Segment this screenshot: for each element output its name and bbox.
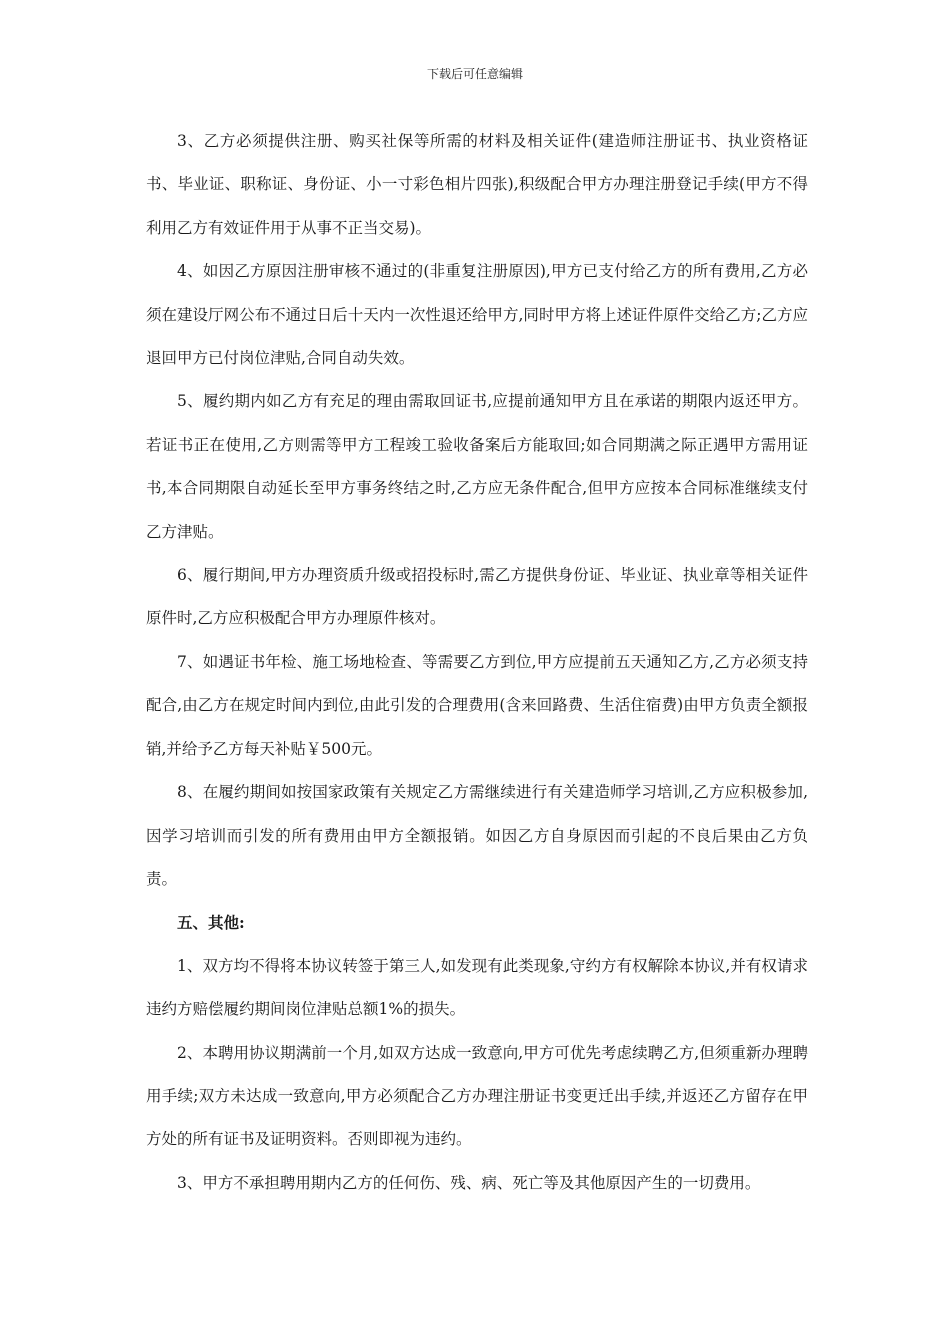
page-header: 下载后可任意编辑 <box>426 67 523 81</box>
clause-6: 6、履行期间,甲方办理资质升级或招投标时,需乙方提供身份证、毕业证、执业章等相关证件原件时,乙方应积极配合甲方办理原件核对。 <box>146 566 808 628</box>
clause-7: 7、如遇证书年检、施工场地检查、等需要乙方到位,甲方应提前五天通知乙方,乙方必须支持配合,由乙方在规定时间内到位,由此引发的合理费用(含来回路费、生活住宿费)由甲方负责全额报销,并给予乙方每天补贴￥500元。 <box>146 652 808 758</box>
clause-8: 8、在履约期间如按国家政策有关规定乙方需继续进行有关建造师学习培训,乙方应积极参加,因学习培训而引发的所有费用由甲方全额报销。如因乙方自身原因而引起的不良后果由乙方负责。 <box>146 783 808 888</box>
document-body <box>146 120 808 1205</box>
clause-4: 4、如因乙方原因注册审核不通过的(非重复注册原因),甲方已支付给乙方的所有费用,乙方必须在建设厅网公布不通过日后十天内一次性退还给甲方,同时甲方将上述证件原件交给乙方;乙方应退回甲方已付岗位津贴,合同自动失效。 <box>146 262 808 368</box>
other-clause-1: 1、双方均不得将本协议转签于第三人,如发现有此类现象,守约方有权解除本协议,并有权请求违约方赔偿履约期间岗位津贴总额1%的损失。 <box>146 956 808 1019</box>
clause-3: 3、乙方必须提供注册、购买社保等所需的材料及相关证件(建造师注册证书、执业资格证书、毕业证、职称证、身份证、小一寸彩色相片四张),积级配合甲方办理注册登记手续(甲方不得利用乙方有效证件用于从事不正当交易)。 <box>146 132 808 237</box>
other-clause-2: 2、本聘用协议期满前一个月,如双方达成一致意向,甲方可优先考虑续聘乙方,但须重新办理聘用手续;双方未达成一致意向,甲方必须配合乙方办理注册证书变更迁出手续,并返还乙方留存在甲方处的所有证书及证明资料。否则即视为违约。 <box>146 1043 808 1149</box>
clause-5: 5、履约期内如乙方有充足的理由需取回证书,应提前通知甲方且在承诺的期限内返还甲方。若证书正在使用,乙方则需等甲方工程竣工验收备案后方能取回;如合同期满之际正遇甲方需用证书,本合同期限自动延长至甲方事务终结之时,乙方应无条件配合,但甲方应按本合同标准继续支付乙方津贴。 <box>146 392 808 541</box>
other-clause-3: 3、甲方不承担聘用期内乙方的任何伤、残、病、死亡等及其他原因产生的一切费用。 <box>177 1173 761 1192</box>
section-heading-other: 五、其他: <box>177 913 245 933</box>
